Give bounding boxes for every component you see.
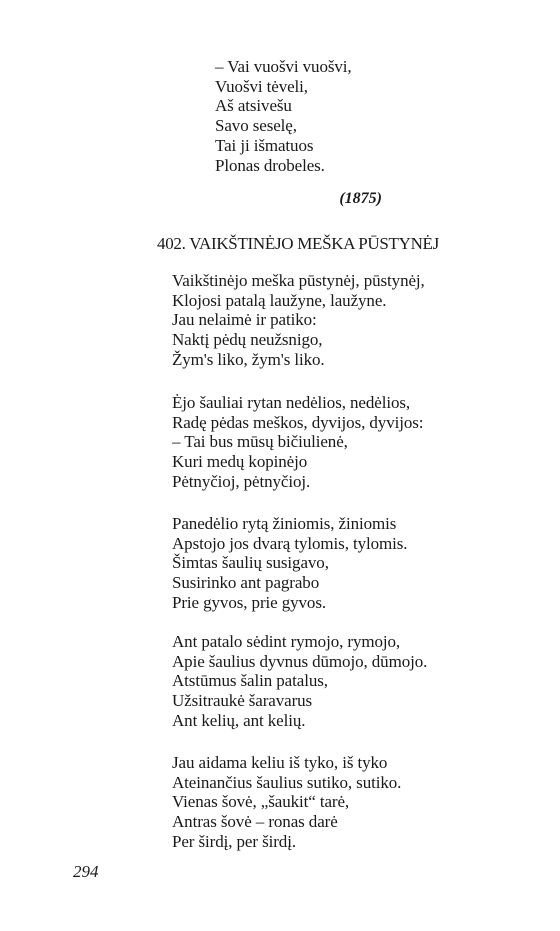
poem-line: Pėtnyčioj, pėtnyčioj. [172,471,311,491]
poem-line: Vuošvi tėveli, [215,76,308,96]
poem-line: Jau nelaimė ir patiko: [172,310,317,330]
song-title: 402. VAIKŠTINĖJO MEŠKA PŪSTYNĖJ [157,234,439,253]
poem-line: Užsitraukė šaravarus [172,691,313,711]
poem-line: Radę pėdas meškos, dyvijos, dyvijos: [172,412,424,432]
intro-stanza [215,57,352,175]
poem-line: Vaikštinėjo meška pūstynėj, pūstynėj, [172,271,425,290]
poem-line: Šimtas šaulių susigavo, [172,553,329,573]
poem-line: Ateinančius šaulius sutiko, sutiko. [172,772,402,792]
stanza [172,753,401,852]
poem-line: Kuri medų kopinėjo [172,452,308,472]
poem-line: Savo seselę, [215,116,297,136]
poem-line: Ėjo šauliai rytan nedėlios, nedėlios, [172,393,411,412]
poem-line: Atstūmus šalin patalus, [172,671,328,691]
poem-line: Vienas šovė, „šaukit“ tarė, [172,792,350,812]
poem-line: Klojosi patalą laužyne, laužyne. [172,290,387,310]
poem-line: Susirinko ant pagrabo [172,573,320,593]
stanza [172,514,407,613]
poem-line: Jau aidama keliu iš tyko, iš tyko [172,753,388,772]
poem-line: Tai ji išmatuos [215,135,314,155]
stanza [172,271,425,370]
poem-line: – Vai vuošvi vuošvi, [215,57,352,76]
poem-line: Apie šaulius dyvnus dūmojo, dūmojo. [172,651,428,671]
poem-line: Naktį pėdų neužsnigo, [172,330,323,350]
poem-line: Žym's liko, žym's liko. [172,349,325,369]
poem-line: Ant patalo sėdint rymojo, rymojo, [172,632,401,651]
poem-line: – Tai bus mūsų bičiulienė, [172,432,348,452]
poem-line: Antras šovė – ronas darė [172,812,338,832]
poem-line: Panedėlio rytą žiniomis, žiniomis [172,514,397,533]
stanza [172,393,423,492]
poem-line: Apstojo jos dvarą tylomis, tylomis. [172,533,408,553]
poem-line: Aš atsivešu [215,96,292,116]
intro-year: (1875) [339,190,382,207]
poem-line: Ant kelių, ant kelių. [172,710,306,730]
stanza [172,632,427,731]
poem-line: Per širdį, per širdį. [172,831,296,851]
poem-line: Prie gyvos, prie gyvos. [172,592,326,612]
page-number: 294 [73,862,99,881]
poem-line: Plonas drobeles. [215,155,325,175]
